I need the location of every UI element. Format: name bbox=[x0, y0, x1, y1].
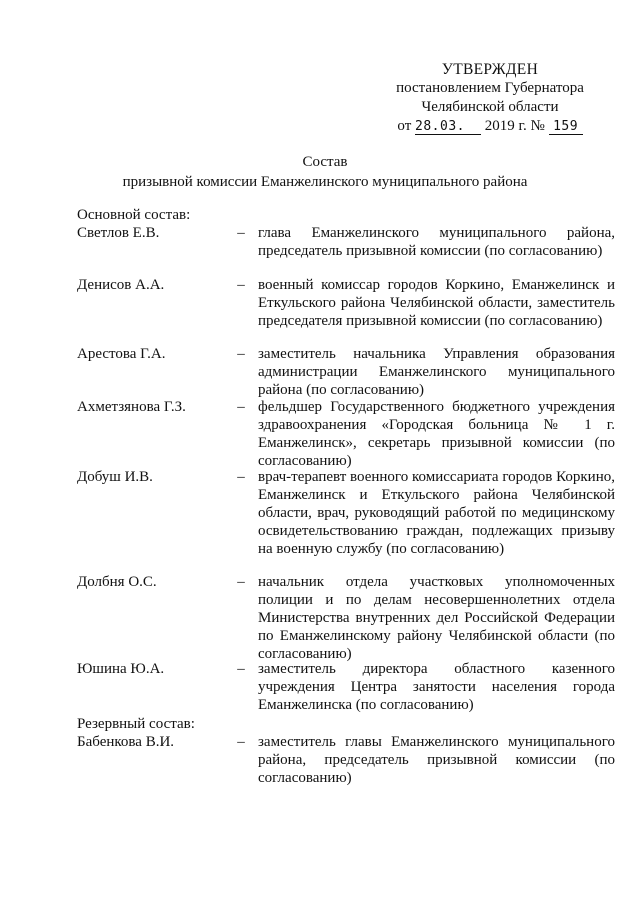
approval-stamp bbox=[380, 60, 600, 136]
approval-line-1: постановлением Губернатора bbox=[396, 80, 584, 96]
date-year: 2019 г. № bbox=[484, 118, 545, 134]
dash-separator: – bbox=[237, 277, 245, 293]
handwritten-date: 28.03. bbox=[415, 119, 481, 135]
member-name: Денисов А.А. bbox=[77, 277, 165, 293]
handwritten-number: 159 bbox=[549, 119, 583, 135]
member-position: военный комиссар городов Коркино, Еманжелинск и Еткульского района Челябинской области, заместитель председателя призывной комиссии (по согласованию) bbox=[258, 277, 615, 329]
member-position: начальник отдела участковых уполномоченных полиции и по делам несовершеннолетних отдела Министерства внутренних дел Российской Федерации по Еманжелинскому району Челябинской области (по согласованию) bbox=[258, 574, 615, 662]
member-position: заместитель директора областного казенного учреждения Центра занятости населения города Еманжелинска (по согласованию) bbox=[258, 661, 615, 713]
dash-separator: – bbox=[237, 346, 245, 362]
approval-title: УТВЕРЖДЕН bbox=[441, 61, 539, 78]
dash-separator: – bbox=[237, 399, 245, 415]
member-name: Светлов Е.В. bbox=[77, 225, 160, 241]
dash-separator: – bbox=[237, 734, 245, 750]
dash-separator: – bbox=[237, 661, 245, 677]
heading-title: Состав bbox=[302, 154, 348, 170]
heading-subtitle: призывной комиссии Еманжелинского муниципального района bbox=[122, 174, 528, 190]
member-name: Долбня О.С. bbox=[77, 574, 157, 590]
dash-separator: – bbox=[237, 225, 245, 241]
member-name: Добуш И.В. bbox=[77, 469, 153, 485]
approval-date-line bbox=[380, 117, 600, 136]
member-position: глава Еманжелинского муниципального района, председатель призывной комиссии (по согласованию) bbox=[258, 225, 615, 259]
dash-separator: – bbox=[237, 469, 245, 485]
reserve-section-label: Резервный состав: bbox=[77, 716, 195, 732]
document-heading bbox=[60, 152, 590, 192]
member-position: заместитель начальника Управления образования администрации Еманжелинского муниципального района (по согласованию) bbox=[258, 346, 615, 398]
member-position: заместитель главы Еманжелинского муниципального района, председатель призывной комиссии (по согласованию) bbox=[258, 734, 615, 786]
member-name: Ахметзянова Г.З. bbox=[77, 399, 186, 415]
member-position: фельдшер Государственного бюджетного учреждения здравоохранения «Городская больница № 1 г. Еманжелинск», секретарь призывной комиссии (по согласованию) bbox=[258, 399, 615, 469]
dash-separator: – bbox=[237, 574, 245, 590]
member-name: Бабенкова В.И. bbox=[77, 734, 175, 750]
main-section-label: Основной состав: bbox=[77, 207, 191, 223]
member-name: Арестова Г.А. bbox=[77, 346, 166, 362]
member-name: Юшина Ю.А. bbox=[77, 661, 165, 677]
date-prefix: от bbox=[397, 118, 412, 134]
approval-line-2: Челябинской области bbox=[421, 99, 559, 115]
member-position: врач-терапевт военного комиссариата городов Коркино, Еманжелинск и Еткульского района Челябинской области, врач, руководящий работой по медицинскому освидетельствованию граждан, подлежащих призыву на военную службу (по согласованию) bbox=[258, 469, 615, 557]
